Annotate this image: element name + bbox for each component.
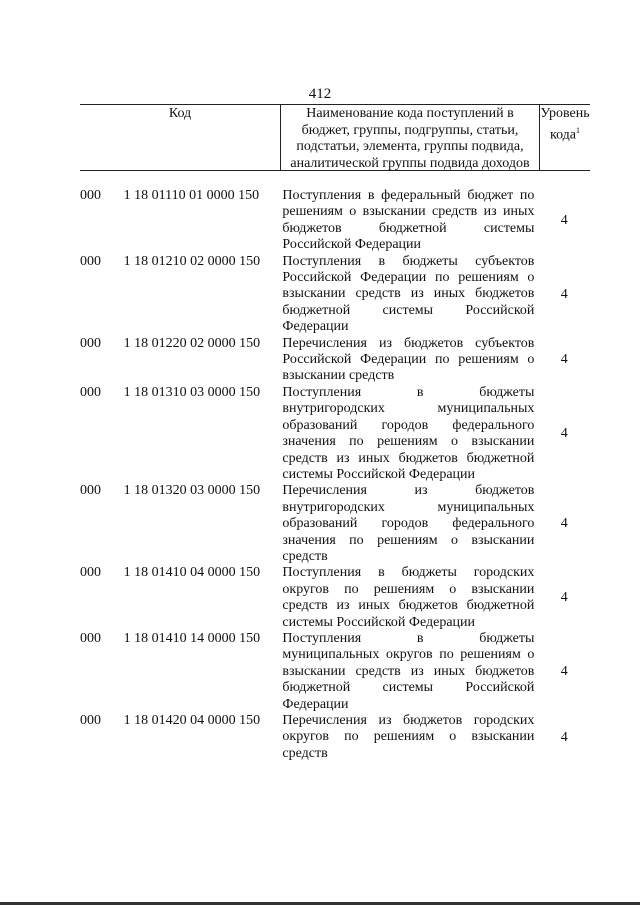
table-row (80, 713, 590, 762)
revenue-name-line: системы Российской Федерации (282, 614, 476, 630)
revenue-name (282, 713, 534, 762)
revenue-name-line: средств из иных бюджетов бюджетной (282, 450, 535, 466)
revenue-name-line: средств (282, 745, 328, 761)
revenue-code: 1 18 01110 01 0000 150 (123, 188, 260, 203)
revenue-name-line: Российской Федерации по решениям о (282, 270, 535, 286)
admin-code: 000 (80, 630, 101, 646)
revenue-name-line: Поступления в бюджеты субъектов (282, 253, 535, 269)
revenue-name-line: взыскании средств из иных бюджетов (282, 286, 535, 302)
revenue-code: 1 18 01420 04 0000 150 (123, 713, 261, 728)
revenue-name-line: округов по решениям о взыскании (282, 581, 535, 597)
revenue-name-line: Поступления в бюджеты городских (282, 565, 535, 581)
table-row (80, 565, 590, 631)
revenue-name-line: Российской Федерации (282, 237, 422, 253)
revenue-name (282, 188, 534, 254)
revenue-name-line: Федерации (282, 696, 349, 712)
header-name-line: Наименование кода поступлений в (306, 106, 514, 121)
page-number: 412 (308, 86, 332, 102)
revenue-name-line: Российской Федерации по решениям о (282, 352, 535, 368)
revenue-name-line: Перечисления из бюджетов городских (282, 713, 535, 728)
revenue-name (282, 254, 534, 336)
admin-code: 000 (80, 565, 101, 581)
revenue-name-line: округов по решениям о взыскании (282, 729, 535, 745)
header-level-word: кода (549, 127, 577, 143)
code-level: 4 (560, 352, 568, 368)
revenue-name-line: бюджетной системы Российской (282, 680, 535, 696)
code-level: 4 (560, 590, 568, 606)
table-row (80, 336, 590, 385)
revenue-name-line: системы Российской Федерации (282, 466, 476, 482)
revenue-code: 1 18 01220 02 0000 150 (123, 335, 261, 351)
revenue-name (282, 336, 534, 385)
header-level-line2 (540, 123, 590, 144)
revenue-code: 1 18 01320 03 0000 150 (123, 483, 261, 499)
revenue-name (282, 565, 534, 631)
admin-code: 000 (80, 335, 101, 351)
header-name-line: бюджет, группы, подгруппы, статьи, (301, 122, 519, 138)
revenue-name-line: значения по решениям о взыскании (282, 434, 535, 450)
revenue-name-line: муниципальных округов по решениям о (282, 647, 535, 663)
code-level: 4 (560, 729, 568, 745)
revenue-name-line: Поступления в бюджеты (282, 384, 535, 400)
revenue-code: 1 18 01210 02 0000 150 (123, 253, 261, 269)
footnote-mark: 1 (576, 125, 581, 135)
code-level: 4 (560, 426, 568, 442)
revenue-name-line: Федерации (282, 319, 349, 335)
revenue-name-line: образований городов федерального (282, 516, 535, 532)
header-level-line1: Уровень (540, 106, 590, 121)
code-level: 4 (560, 516, 568, 532)
header-name-line: аналитической группы подвида доходов (290, 155, 530, 171)
table-header (80, 104, 590, 170)
revenue-name-line: Перечисления из бюджетов (282, 483, 535, 499)
revenue-code: 1 18 01310 03 0000 150 (123, 384, 261, 400)
revenue-name (282, 483, 534, 565)
admin-code: 000 (80, 188, 101, 203)
table-row (80, 385, 590, 483)
revenue-code: 1 18 01410 14 0000 150 (123, 630, 261, 646)
revenue-name-line: решениям о взыскании средств из иных (282, 204, 535, 220)
revenue-name-line: бюджетов бюджетной системы (282, 220, 535, 236)
revenue-name-line: образований городов федерального (282, 417, 535, 433)
admin-code: 000 (80, 384, 101, 400)
table-body (80, 188, 590, 762)
revenue-name (282, 385, 534, 483)
revenue-name-line: внутригородских муниципальных (282, 401, 535, 417)
table-row (80, 188, 590, 254)
table-row (80, 483, 590, 565)
code-level: 4 (560, 663, 568, 679)
table-row (80, 631, 590, 713)
revenue-name-line: внутригородских муниципальных (282, 499, 535, 515)
revenue-name (282, 631, 534, 713)
revenue-name-line: взыскании средств из иных бюджетов (282, 663, 535, 679)
header-level (540, 106, 590, 144)
admin-code: 000 (80, 253, 101, 269)
admin-code: 000 (80, 713, 101, 728)
header-name (282, 106, 538, 172)
revenue-name-line: Поступления в бюджеты (282, 630, 535, 646)
code-level: 4 (560, 286, 568, 302)
revenue-name-line: Перечисления из бюджетов субъектов (282, 335, 535, 351)
table-row (80, 254, 590, 336)
header-code: Код (168, 106, 192, 121)
header-top-rule (80, 104, 590, 105)
admin-code: 000 (80, 483, 101, 499)
revenue-name-line: средств (282, 548, 328, 564)
header-name-line: подстатьи, элемента, группы подвида, (296, 139, 524, 154)
revenue-name-line: Поступления в федеральный бюджет по (282, 188, 535, 203)
revenue-name-line: средств из иных бюджетов бюджетной (282, 598, 535, 614)
revenue-name-line: значения по решениям о взыскании (282, 532, 535, 548)
revenue-name-line: взыскании средств (282, 368, 395, 384)
revenue-code: 1 18 01410 04 0000 150 (123, 565, 261, 581)
header-divider-1 (280, 104, 281, 170)
code-level: 4 (560, 212, 568, 228)
revenue-name-line: бюджетной системы Российской (282, 302, 535, 318)
